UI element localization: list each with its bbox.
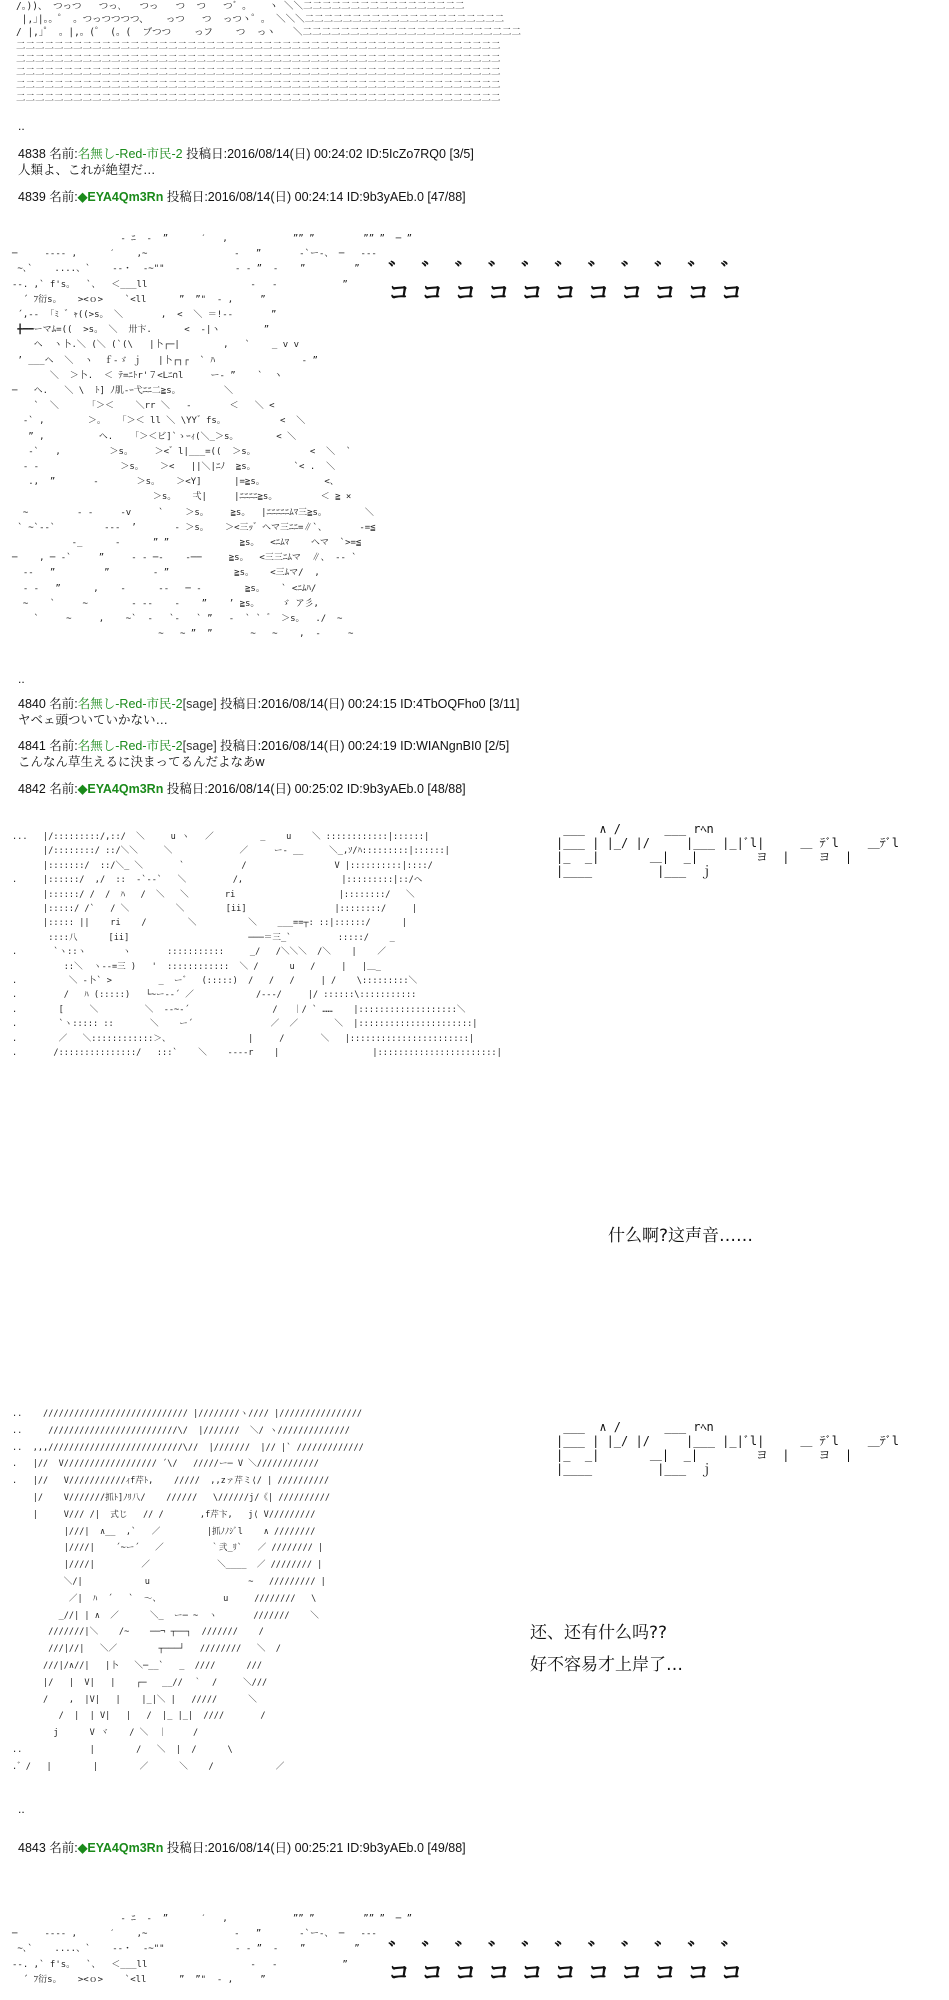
post-date: 2016/08/14(日) 00:24:14 (207, 190, 344, 204)
poster-trip-link[interactable]: ◆EYA4Qm3Rn (77, 190, 164, 204)
poster-name-link[interactable]: 名無し-Red-市民-2 (77, 697, 183, 711)
post-number: 4839 (18, 190, 46, 204)
speech-caption-1: 什么啊?这声音…… (608, 1226, 754, 1246)
sound-effect-goro-1: ゛ ゛ ゛ ゛ ゛ ゛ ゛ ゛ ゛ ゛ ゛ コ コ コ コ コ コ コ コ コ コ コ (388, 261, 742, 306)
post-count: [3/11] (485, 697, 520, 711)
separator-2: .. (18, 672, 25, 686)
name-label: 名前: (45, 147, 78, 161)
post-date: 2016/08/14(日) 00:25:02 (207, 782, 344, 796)
mail-field: [sage] (182, 739, 217, 753)
poster-trip-link[interactable]: ◆EYA4Qm3Rn (77, 782, 164, 796)
separator-1: .. (18, 119, 25, 133)
poster-name-link[interactable]: 名無し-Red-市民-2 (77, 739, 183, 753)
post-number: 4842 (18, 782, 46, 796)
poster-id[interactable]: ID:4TbOQFho0 (396, 697, 486, 711)
speech-caption-2b: 好不容易才上岸了… (530, 1655, 683, 1675)
sound-effect-goro-2: ゛ ゛ ゛ ゛ ゛ ゛ ゛ ゛ ゛ ゛ ゛ コ コ コ コ コ コ コ コ コ コ コ (388, 1941, 742, 1986)
post-date: 2016/08/14(日) 00:24:19 (261, 739, 397, 753)
ascii-art-top: /。))、 つっつ つっ､ つっ つ つ つ゛。 ヽ ＼＼二二二二二二二二二二二二二二二二二 |,｣|。。゜ 。つっつつつつ、 っつ つ っつヽ゜。 ＼＼＼二二二二二二二二二二二二二二二二二二二二二 / |,｣゜ 。|,。(゜ (。( ブつつ っフ つ っヽ ＼二二二二二二二二二二二二二二二二二二二二二二二 二二二二二二二二二二二二二二二二二二二二二二二二二二二二二二二二二二二二二二二二二二二二二二二二二二二 二二二二二二二二二二二二二二二二二二二二二二二二二二二二二二二二二二二二二二二二二二二二二二二二二二二 二二二二二二二二二二二二二二二二二二二二二二二二二二二二二二二二二二二二二二二二二二二二二二二二二二二 二二二二二二二二二二二二二二二二二二二二二二二二二二二二二二二二二二二二二二二二二二二二二二二二二二二 二二二二二二二二二二二二二二二二二二二二二二二二二二二二二二二二二二二二二二二二二二二二二二二二二二二 (16, 1, 521, 105)
poster-id[interactable]: ID:5IcZo7RQ0 (362, 147, 446, 161)
post-count: [49/88] (423, 1841, 466, 1855)
post-header-4839 (18, 187, 466, 205)
ascii-art-scene-1: ... |/:::::::::/,::/ ＼ u ヽ ／ _ u ＼ ::::::::::::|::::::| |/::::::::/ ::/＼＼ ＼ ／ ー- __ ＼_,ｿ/ﾊ:::::::::|::::::| |:::::::/ ::/＼_ ＼ ` / V |::::::::::|::::/ . |::::::/ ,/ :: ‐`‐-` ＼ /, |:::::::::|::/ヘ |::::::/ / / ﾊ / ＼ ＼ ri |::::::::/ ＼ |:::::/ /` / ＼ ＼ [ii] |::::::::/ | |::::: || ri / ＼ ＼ ___==┬: ::|::::::/ | ::::八 [ii] ───＝三_` :::::/ _ . `ヽ::ヽ ヽ ::::::::::: _/ /＼＼＼ /＼ | ／ ::＼ ヽ--=三 ) ' :::::::::::: ＼ / u / | |＿_ . ＼ ‐卜` > _ ー゛ (:::::) / / / | / \:::::::::＼ . / ﾊ (:::::) └~ー-‐´ ／ /‐-‐/ |/ ::::::\::::::::::: . [ ＼ ＼ ‐-~‐´ / ｜/ ` …… |:::::::::::::::::::＼ . `ヽ::::: :: ＼ ー´ ／ ／ ＼ |::::::::::::::::::::::| . ／ ＼::::::::::::＞、 | / ＼ |:::::::::::::::::::::::| . /:::::::::::::::/ :::` ＼ ----r | |:::::::::::::::::::::::| (12, 832, 502, 1059)
poster-id[interactable]: ID:9b3yAEb.0 (343, 190, 424, 204)
post-count: [3/5] (446, 147, 474, 161)
post-count: [47/88] (423, 190, 466, 204)
date-label: 投稿日: (216, 697, 262, 711)
mail-field: [sage] (182, 697, 217, 711)
post-number: 4838 (18, 147, 46, 161)
poster-name-link[interactable]: 名無し-Red-市民-2 (77, 147, 183, 161)
date-label: 投稿日: (182, 147, 228, 161)
post-message-4838: 人類よ、これが絶望だ… (18, 163, 156, 177)
post-message-4840: ヤベェ頭ついていかない… (18, 713, 169, 727)
post-date: 2016/08/14(日) 00:24:02 (227, 147, 363, 161)
name-label: 名前: (45, 190, 78, 204)
date-label: 投稿日: (216, 739, 262, 753)
post-header-4842 (18, 779, 466, 797)
ascii-art-scene-2: .. //////////////////////////// |////////ヽ//// |//////////////// .. /////////////////////////\/ |/////// ＼/ ヽ////////////// .. ,,,//////////////////////////\// |/////// |// |` ///////////// . |// V////////////////// ´\/ /////ー─ V ＼//////////// . |// V///////////ｨf芹ﾄ, ///// ,,zァ芹ミ⟨/ | ////////// |/ V///////抓ﾄ]ﾉﾘ八/ ////// \//////j/《| ////////// | V/// /| 式じ // / ,f芹卞, j⟨ V///////// |///| ∧__ ,` ／ |抓ﾉﾉｼﾞl ∧ //////// |////| ´~ー´ ／ ｀弐_ﾘ` ／ //////// | |////| ／ ＼____ ／ //////// | ＼/| u ~ ///////// | ／| ﾊ ´ ` ～、 u //////// \ _//| | ∧ ／ ＼_ ー─ ~ ヽ /////// ＼ ///////|＼ /~ ──¬ ┬──┐ /////// / ///|//| ＼／ ┬───┘ //////// ＼ / ///|/∧//| |卜 ＼─__` _ //// /// |/ | V| | ┌─ __// ｀ / ＼/// / , |V| | |_|＼ | ///// ＼ / | | V| | / |_ |_| //// / j V ヾ / ＼ ｜ / .. | / ＼ | / \ .゛/ | | ／ ＼ / ／ (12, 1409, 364, 1772)
name-label: 名前: (45, 739, 78, 753)
poster-id[interactable]: ID:9b3yAEb.0 (343, 1841, 424, 1855)
date-label: 投稿日: (163, 1841, 208, 1855)
post-number: 4840 (18, 697, 46, 711)
ascii-art-rubble: - ﾆ - ” ′ , ”” ” ”” ” ─ ” ─ ‐--- , ′ ,~ ‐ ” ‐`ー‐、 ─ ‐-- ~､` ....、` ‐-・ ‐~"" - - ” - ” ” --. ,` f's。 `、 ＜___ll ‐ ‐ ” ´ ﾌ衍s。 ><ｏ> `<ll ” ”" ‐ , ” ´,-- ｢ﾐ ゛ｬ((>s。 ＼ , < ＼ ＝!-‐ ” ╋━━ーマﾑ=(( >s。 ＼ 卅卞. < ‐|ヽ ” ヘ ヽ卜.＼ (＼ (`(\ |卜┌─| , ` _ v v ’ ___ヘ ＼ ヽ ｆ-ゞ ｊ |卜┌┐┌ ` ﾊ ‐ ” ＼ ＞卜. ＜ ﾃ=ﾆﾄr'７<Lﾆ∩l ー‐ ” ` ヽ ─ ヘ. ＼ \ ﾄ] ﾉ肌‐ｰ弋ﾆﾆ二≧s。 ＼ ` ＼ ｢＞＜ ＼rr ＼ ‐ ＜ ＼ < -` , ＞。 ｢＞＜ ll ＼ \YY゛fs。 < ＼ ” , ヘ. ｢＞＜ビ]`ゝｰｨ(＼_＞s。 < ＼ -` , ＞s。 ＞<゛l|___=(( ＞s。 < ＼ ` - ‐ ＞s。 ＞< ||＼|ﾆﾉ ≧s。 `< . ＼ ., ” ‐ ＞s。 ＞<Y] |=≧s。 <、 ＞s。 弌| |ﾆﾆﾆﾆ≧s。 ＜ ≧ × ~ ‐ - ‐v ` ＞s。 ≧s。 |ﾆﾆﾆﾆﾆﾑﾏ三≧s。 ＼ ` ~`--` ‐-‐ ’ ‐ ＞s。 ＞<三ｯ゛ヘマ三ﾆﾆ=∥`、 -=≦ -_ ‐ ” ” ≧s。 <ﾆﾑﾏ ヘマ `>=≦ ─ , ─ -` ” - ‐ ─‐ ‐── ≧s。 <三三ﾆﾑマ ∥、 -- ` -- ” ” ‐ ” ≧s。 <三ﾑマ/ , - - ” , ‐ ‐‐ ─ - ≧s。 ` <ﾆﾑﾊ/ ~ ` ~ ‐ -‐ ‐ ” ’ ≧s。 ゞ ア彡, ` ~ , ~` - `‐ ` ” ‐ ` ` ゛ ＞s。 ./ ~ ~ ~ ” ” ~ ~ , ‐ ~ (12, 234, 413, 640)
post-header-4843 (18, 1838, 466, 1856)
poster-id[interactable]: ID:9b3yAEb.0 (343, 782, 424, 796)
poster-trip-link[interactable]: ◆EYA4Qm3Rn (77, 1841, 164, 1855)
sound-effect-goso-1: ___ ∧ / ___ rﾍn |___ | |_/ |/ |___ |_|ﾞl| ＿ ﾃﾞl ＿ﾃﾞl |_ _| ＿| _| ヨ | ヨ | |____ |___ ｊ (556, 822, 899, 878)
post-count: [2/5] (481, 739, 510, 753)
post-number: 4843 (18, 1841, 46, 1855)
date-label: 投稿日: (163, 782, 208, 796)
post-number: 4841 (18, 739, 46, 753)
date-label: 投稿日: (163, 190, 208, 204)
poster-id[interactable]: ID:WIANgnBI0 (396, 739, 482, 753)
post-date: 2016/08/14(日) 00:25:21 (207, 1841, 344, 1855)
post-message-4841: こんなん草生えるに決まってるんだよなあw (18, 755, 265, 769)
separator-3: .. (18, 1802, 25, 1816)
post-date: 2016/08/14(日) 00:24:15 (261, 697, 397, 711)
name-label: 名前: (45, 782, 78, 796)
name-label: 名前: (45, 1841, 78, 1855)
speech-caption-2a: 还、还有什么吗?? (530, 1623, 668, 1643)
ascii-art-rubble-2: - ﾆ - ” ′ , ”” ” ”” ” ─ ” ─ ‐--- , ′ ,~ ‐ ” ‐`ー‐、 ─ ‐-- ~､` ....、` ‐-・ ‐~"" - - ” - ” ” --. ,` f's。 `、 ＜___ll ‐ ‐ ” ´ ﾌ衍s。 ><ｏ> `<ll ” ”" ‐ , ” (12, 1914, 413, 1985)
post-count: [48/88] (423, 782, 466, 796)
sound-effect-goso-2: ___ ∧ / ___ rﾍn |___ | |_/ |/ |___ |_|ﾞl| ＿ ﾃﾞl ＿ﾃﾞl |_ _| ＿| _| ヨ | ヨ | |____ |___ ｊ (556, 1420, 899, 1476)
name-label: 名前: (45, 697, 78, 711)
